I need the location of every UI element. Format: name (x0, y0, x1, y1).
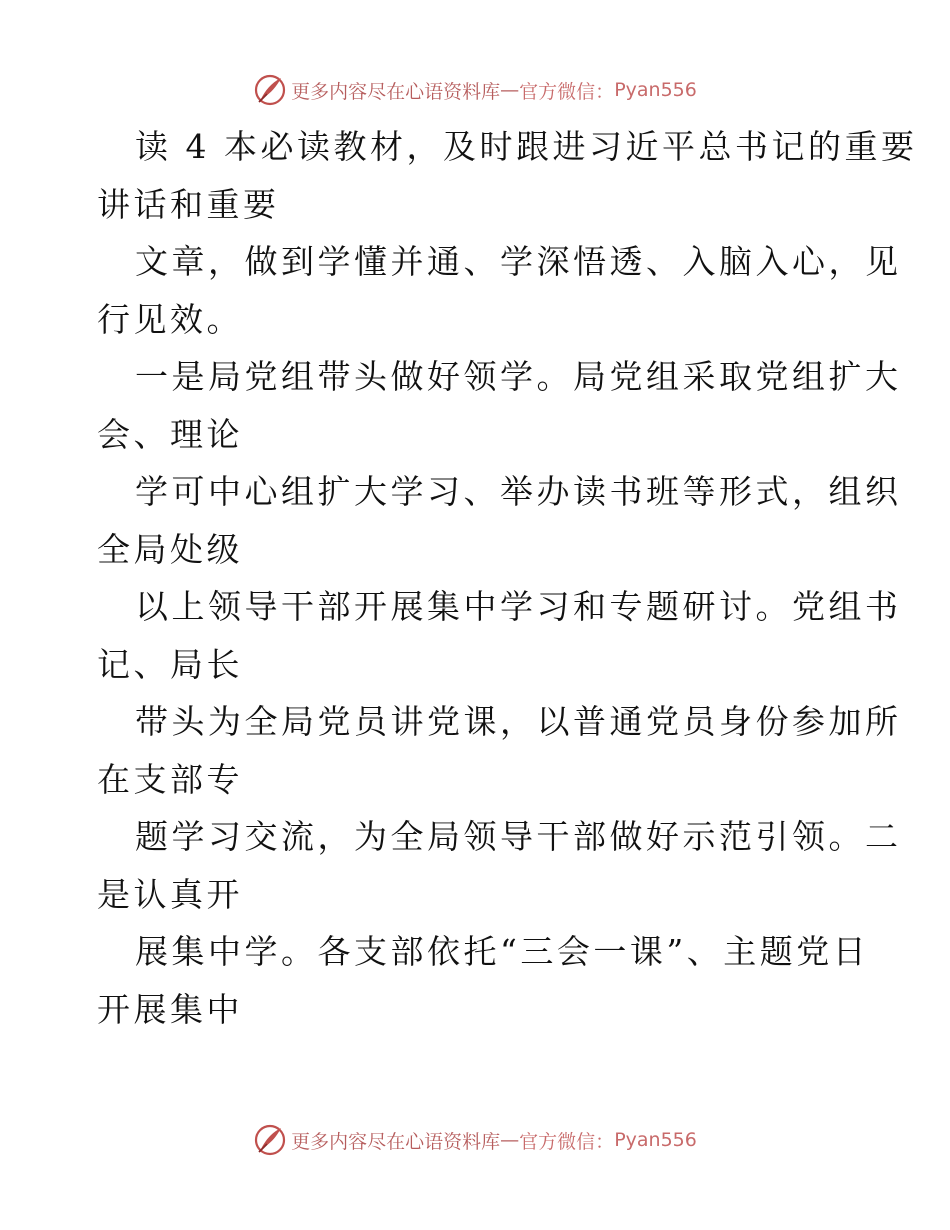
paragraph (97, 578, 902, 693)
paragraph-line: 是认真开 (97, 874, 243, 914)
paragraph-line: 文章，做到学懂并通、学深悟透、入脑入心，见 (135, 242, 902, 281)
paragraph (97, 808, 902, 923)
banner-dash: — (500, 79, 520, 101)
banner-handle: Pyan556 (614, 1129, 697, 1151)
paragraph-line: 行见效。 (97, 299, 243, 339)
paragraph-line: 会、理论 (97, 414, 243, 454)
paragraph-line: 以上领导干部开展集中学习和专题研讨。党组书 (135, 587, 902, 626)
paragraph-line: 展集中学。各支部依托“三会一课”、主题党日 (135, 932, 870, 971)
paragraph (97, 118, 918, 233)
paragraph (97, 233, 902, 348)
paragraph-line: 一是局党组带头做好领学。局党组采取党组扩大 (135, 357, 902, 396)
body-text (97, 118, 918, 1038)
banner-dash: — (500, 1129, 520, 1151)
header-banner (0, 70, 950, 110)
banner-wechat-label: 官方微信： (519, 80, 615, 103)
paragraph-line: 题学习交流，为全局领导干部做好示范引领。二 (135, 817, 902, 856)
paragraph (97, 693, 902, 808)
footer-banner (0, 1120, 950, 1160)
banner-text: 更多内容尽在心语资料库 (291, 80, 501, 103)
paragraph-line: 读 4 本必读教材，及时跟进习近平总书记的重要 (135, 127, 918, 166)
banner-text: 更多内容尽在心语资料库 (291, 1130, 501, 1153)
paragraph-line: 讲话和重要 (97, 184, 280, 224)
paragraph (97, 348, 902, 463)
banner-wechat-label: 官方微信： (519, 1130, 615, 1153)
paragraph-line: 带头为全局党员讲党课，以普通党员身份参加所 (135, 702, 902, 741)
feather-pen-logo-icon (253, 73, 287, 107)
paragraph (97, 923, 870, 1038)
paragraph (97, 463, 902, 578)
paragraph-line: 开展集中 (97, 989, 243, 1029)
paragraph-line: 学可中心组扩大学习、举办读书班等形式，组织 (135, 472, 902, 511)
paragraph-line: 记、局长 (97, 644, 243, 684)
paragraph-line: 全局处级 (97, 529, 243, 569)
feather-pen-logo-icon (253, 1123, 287, 1157)
paragraph-line: 在支部专 (97, 759, 243, 799)
banner-handle: Pyan556 (614, 79, 697, 101)
